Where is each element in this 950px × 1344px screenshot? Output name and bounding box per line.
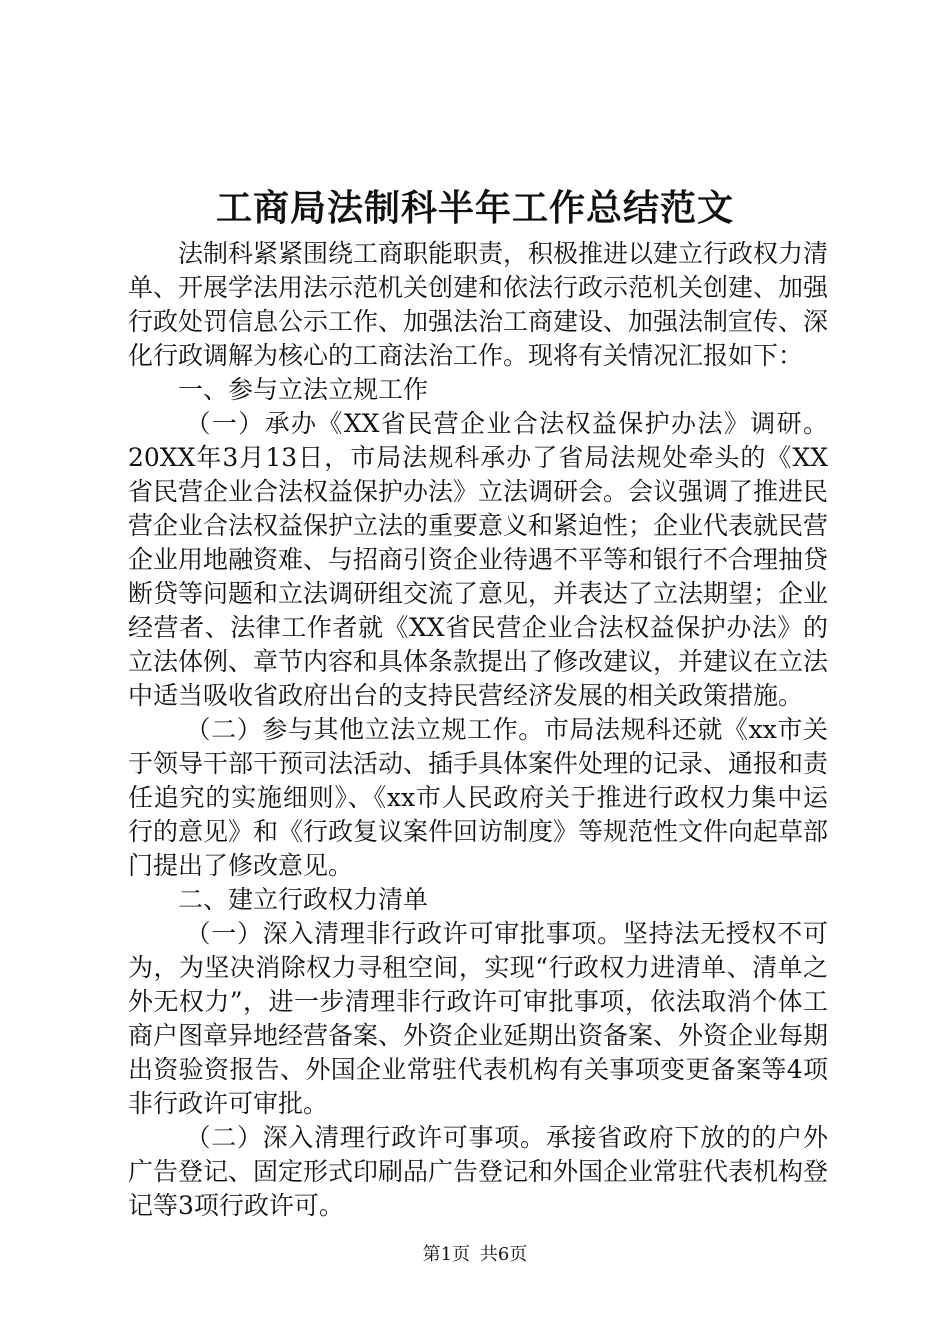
- section-heading-2: 二、建立行政权力清单: [178, 885, 429, 914]
- section-heading-1: 一、参与立法立规工作: [178, 375, 429, 404]
- paragraph-1-1: （一）承办《XX省民营企业合法权益保护办法》调研。20XX年3月13日，市局法规科承办了省局法规处牵头的《XX省民营企业合法权益保护办法》立法调研会。会议强调了推进民营企业合法权益保护立法的重要意义和紧迫性；企业代表就民营企业用地融资难、与招商引资企业待遇不平等和银行不合理抽贷断贷等问题和立法调研组交流了意见，并表达了立法期望；企业经营者、法律工作者就《XX省民营企业合法权益保护办法》的立法体例、章节内容和具体条款提出了修改建议，并建议在立法中适当吸收省政府出台的支持民营经济发展的相关政策措施。: [128, 409, 829, 710]
- page-number: 第1页: [422, 1244, 471, 1265]
- paragraph-2-1: （一）深入清理非行政许可审批事项。坚持法无授权不可为，为坚决消除权力寻租空间，实现“行政权力进清单、清单之外无权力”，进一步清理非行政许可审批事项，依法取消个体工商户图章异地经营备案、外资企业延期出资备案、外资企业每期出资验资报告、外国企业常驻代表机构有关事项变更备案等4项非行政许可审批。: [128, 919, 829, 1118]
- page-total: 共6页: [479, 1244, 528, 1265]
- page-title: 工商局法制科半年工作总结范文: [215, 187, 734, 229]
- intro-paragraph: 法制科紧紧围绕工商职能职责，积极推进以建立行政权力清单、开展学法用法示范机关创建和依法行政示范机关创建、加强行政处罚信息公示工作、加强法治工商建设、加强法制宣传、深化行政调解为核心的工商法治工作。现将有关情况汇报如下：: [128, 239, 829, 370]
- document-body: [128, 237, 828, 1223]
- paragraph-1-2: （二）参与其他立法立规工作。市局法规科还就《xx市关于领导干部干预司法活动、插手具体案件处理的记录、通报和责任追究的实施细则》、《xx市人民政府关于推进行政权力集中运行的意见》和《行政复议案件回访制度》等规范性文件向起草部门提出了修改意见。: [128, 715, 829, 880]
- page-footer: [0, 1243, 950, 1267]
- paragraph-2-2: （二）深入清理行政许可事项。承接省政府下放的的户外广告登记、固定形式印刷品广告登记和外国企业常驻代表机构登记等3项行政许可。: [128, 1123, 829, 1220]
